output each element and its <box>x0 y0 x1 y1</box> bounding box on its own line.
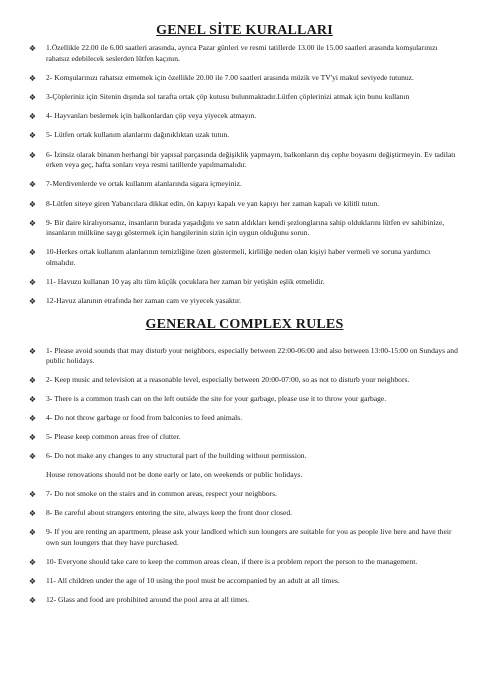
english-rule-item <box>28 508 461 519</box>
diamond-bullet-icon: ❖ <box>28 44 37 53</box>
turkish-rule-item <box>28 199 461 210</box>
english-rule-text: 10- Everyone should take care to keep the common areas clean, if there is a problem report the person to the management. <box>46 556 418 566</box>
turkish-rule-text: 11- Havuzu kullanan 10 yaş altı tüm küçük çocuklara her zaman bir yetişkin eşlik etmelidir. <box>46 277 325 287</box>
english-rule-item <box>28 413 461 424</box>
turkish-rule-text: 8-Lütfen siteye giren Yabancılara dikkat edin, ön kapıyı kapalı ve yan kapıyı her zaman kapalı ve kilitli tutun. <box>46 198 380 208</box>
diamond-bullet-icon: ❖ <box>28 490 37 500</box>
turkish-rule-item <box>28 247 461 268</box>
turkish-rule-item <box>28 179 461 190</box>
turkish-rule-item <box>28 277 461 288</box>
english-title: GENERAL COMPLEX RULES <box>145 316 344 332</box>
turkish-rule-item <box>28 218 461 239</box>
diamond-bullet-icon: ❖ <box>28 112 37 122</box>
diamond-bullet-icon: ❖ <box>28 509 37 519</box>
english-rule-text: 1- Please avoid sounds that may disturb your neighbors, especially between 22:00-06:00 and also between 13:00-15:00 on Sundays and public holidays. <box>46 345 458 366</box>
english-rule-text: 9- If you are renting an apartment, please ask your landlord which sun loungers are suitable for you as people live here and have their own sun loungers that they have purchased. <box>46 527 452 547</box>
diamond-bullet-icon: ❖ <box>28 452 37 462</box>
english-rule-item <box>28 451 461 462</box>
turkish-rule-text: 1.Özellikle 22.00 ile 6.00 saatleri arasında, ayrıca Pazar günleri ve resmi tatillerde 13.00 ile 15.00 saatleri arasında komşularınızı rahatsız edebilecek seslerden lütfen kaçının. <box>46 43 438 63</box>
turkish-rules-list <box>28 43 461 307</box>
diamond-bullet-icon: ❖ <box>28 150 37 160</box>
diamond-bullet-icon: ❖ <box>28 248 37 258</box>
english-rule-item <box>28 470 461 481</box>
diamond-bullet-icon: ❖ <box>28 376 37 386</box>
turkish-rule-text: 10-Herkes ortak kullanım alanlarının temizliğine özen göstermeli, kirliliğe neden olan kişiyi haber vermeli ve soruna yardımcı olmalıdır. <box>46 247 431 268</box>
english-rule-item <box>28 595 461 606</box>
diamond-bullet-icon: ❖ <box>28 576 37 586</box>
english-rules-list <box>28 346 461 606</box>
diamond-bullet-icon: ❖ <box>28 278 37 288</box>
english-rule-item <box>28 557 461 568</box>
english-rule-text: 7- Do not smoke on the stairs and in common areas, respect your neighbors. <box>46 489 277 499</box>
diamond-bullet-icon: ❖ <box>28 73 37 83</box>
diamond-bullet-icon: ❖ <box>28 557 37 567</box>
diamond-bullet-icon: ❖ <box>28 414 37 424</box>
turkish-rule-item <box>28 296 461 307</box>
turkish-rule-item <box>28 150 461 171</box>
diamond-bullet-icon: ❖ <box>28 395 37 405</box>
english-rule-text: 8- Be careful about strangers entering the site, always keep the front door closed. <box>46 508 293 518</box>
english-rule-text: House renovations should not be done early or late, on weekends or public holidays. <box>46 470 303 480</box>
english-rule-text: 5- Please keep common areas free of clutter. <box>46 432 181 442</box>
turkish-rule-item <box>28 43 461 64</box>
english-rule-text: 2- Keep music and television at a reasonable level, especially between 20:00-07:00, so as not to disturb your neighbors. <box>46 375 410 385</box>
turkish-rule-text: 12-Havuz alanının etrafında her zaman cam ve yiyecek yasaktır. <box>46 296 242 306</box>
turkish-rule-item <box>28 92 461 103</box>
turkish-rule-item <box>28 111 461 122</box>
english-rule-item <box>28 375 461 386</box>
english-rule-item <box>28 394 461 405</box>
diamond-bullet-icon: ❖ <box>28 199 37 209</box>
english-rule-item <box>28 489 461 500</box>
english-rule-text: 3- There is a common trash can on the left outside the site for your garbage, please use it to throw your garbage. <box>46 394 387 404</box>
diamond-bullet-icon: ❖ <box>28 180 37 190</box>
turkish-rule-item <box>28 73 461 84</box>
turkish-title: GENEL SİTE KURALLARI <box>156 23 333 38</box>
turkish-rule-text: 5- Lütfen ortak kullanım alanlarını dağınıklıktan uzak tutun. <box>46 130 230 140</box>
diamond-bullet-icon: ❖ <box>28 433 37 443</box>
diamond-bullet-icon: ❖ <box>28 297 37 307</box>
diamond-bullet-icon: ❖ <box>28 346 37 356</box>
english-rule-text: 11- All children under the age of 10 using the pool must be accompanied by an adult at all times. <box>46 575 340 585</box>
diamond-bullet-icon: ❖ <box>28 92 37 102</box>
english-rule-item <box>28 432 461 443</box>
diamond-bullet-icon: ❖ <box>28 218 37 228</box>
turkish-rule-item <box>28 130 461 141</box>
diamond-bullet-icon: ❖ <box>28 595 37 605</box>
english-rule-text: 6- Do not make any changes to any structural part of the building without permission. <box>46 451 307 461</box>
english-rule-text: 12- Glass and food are prohibited around the pool area at all times. <box>46 594 250 604</box>
turkish-rule-text: 6- İzinsiz olarak binanın herhangi bir yapısal parçasında değişiklik yapmayın, balkonların dış cephe boyasını değiştirmeyin. Ev tadilatı erken veya geç, hafta sonları veya resmi tatillerde yapılmamalıdır. <box>46 149 456 170</box>
turkish-rule-text: 3-Çöpleriniz için Sitenin dışında sol tarafta ortak çöp kutusu bulunmaktadır.Lütfen çöplerinizi atmak için bunu kullanın <box>46 91 410 101</box>
turkish-rule-text: 9- Bir daire kiralıyorsanız, insanların burada yaşadığını ve satın aldıkları kendi şezlonglarına sahip olduklarını lütfen ev sahibinize, insanların mülküne saygı göstermek için hangilerinin sizin için uygun olduğunu sorun. <box>46 217 445 238</box>
turkish-rule-text: 4- Hayvanları beslemek için balkonlardan çöp veya yiyecek atmayın. <box>46 111 257 121</box>
diamond-bullet-icon: ❖ <box>28 528 37 538</box>
turkish-rule-text: 2- Komşularınızı rahatsız etmemek için özellikle 20.00 ile 7.00 saatleri arasında müzik ve TV'yi makul seviyede tutunuz. <box>46 72 414 82</box>
english-rule-text: 4- Do not throw garbage or food from balconies to feed animals. <box>46 413 243 423</box>
english-rule-item <box>28 576 461 587</box>
diamond-bullet-icon: ❖ <box>28 131 37 141</box>
english-rule-item <box>28 527 461 548</box>
turkish-rule-text: 7-Merdivenlerde ve ortak kullanım alanlarında sigara içmeyiniz. <box>46 179 242 189</box>
english-rule-item <box>28 346 461 367</box>
